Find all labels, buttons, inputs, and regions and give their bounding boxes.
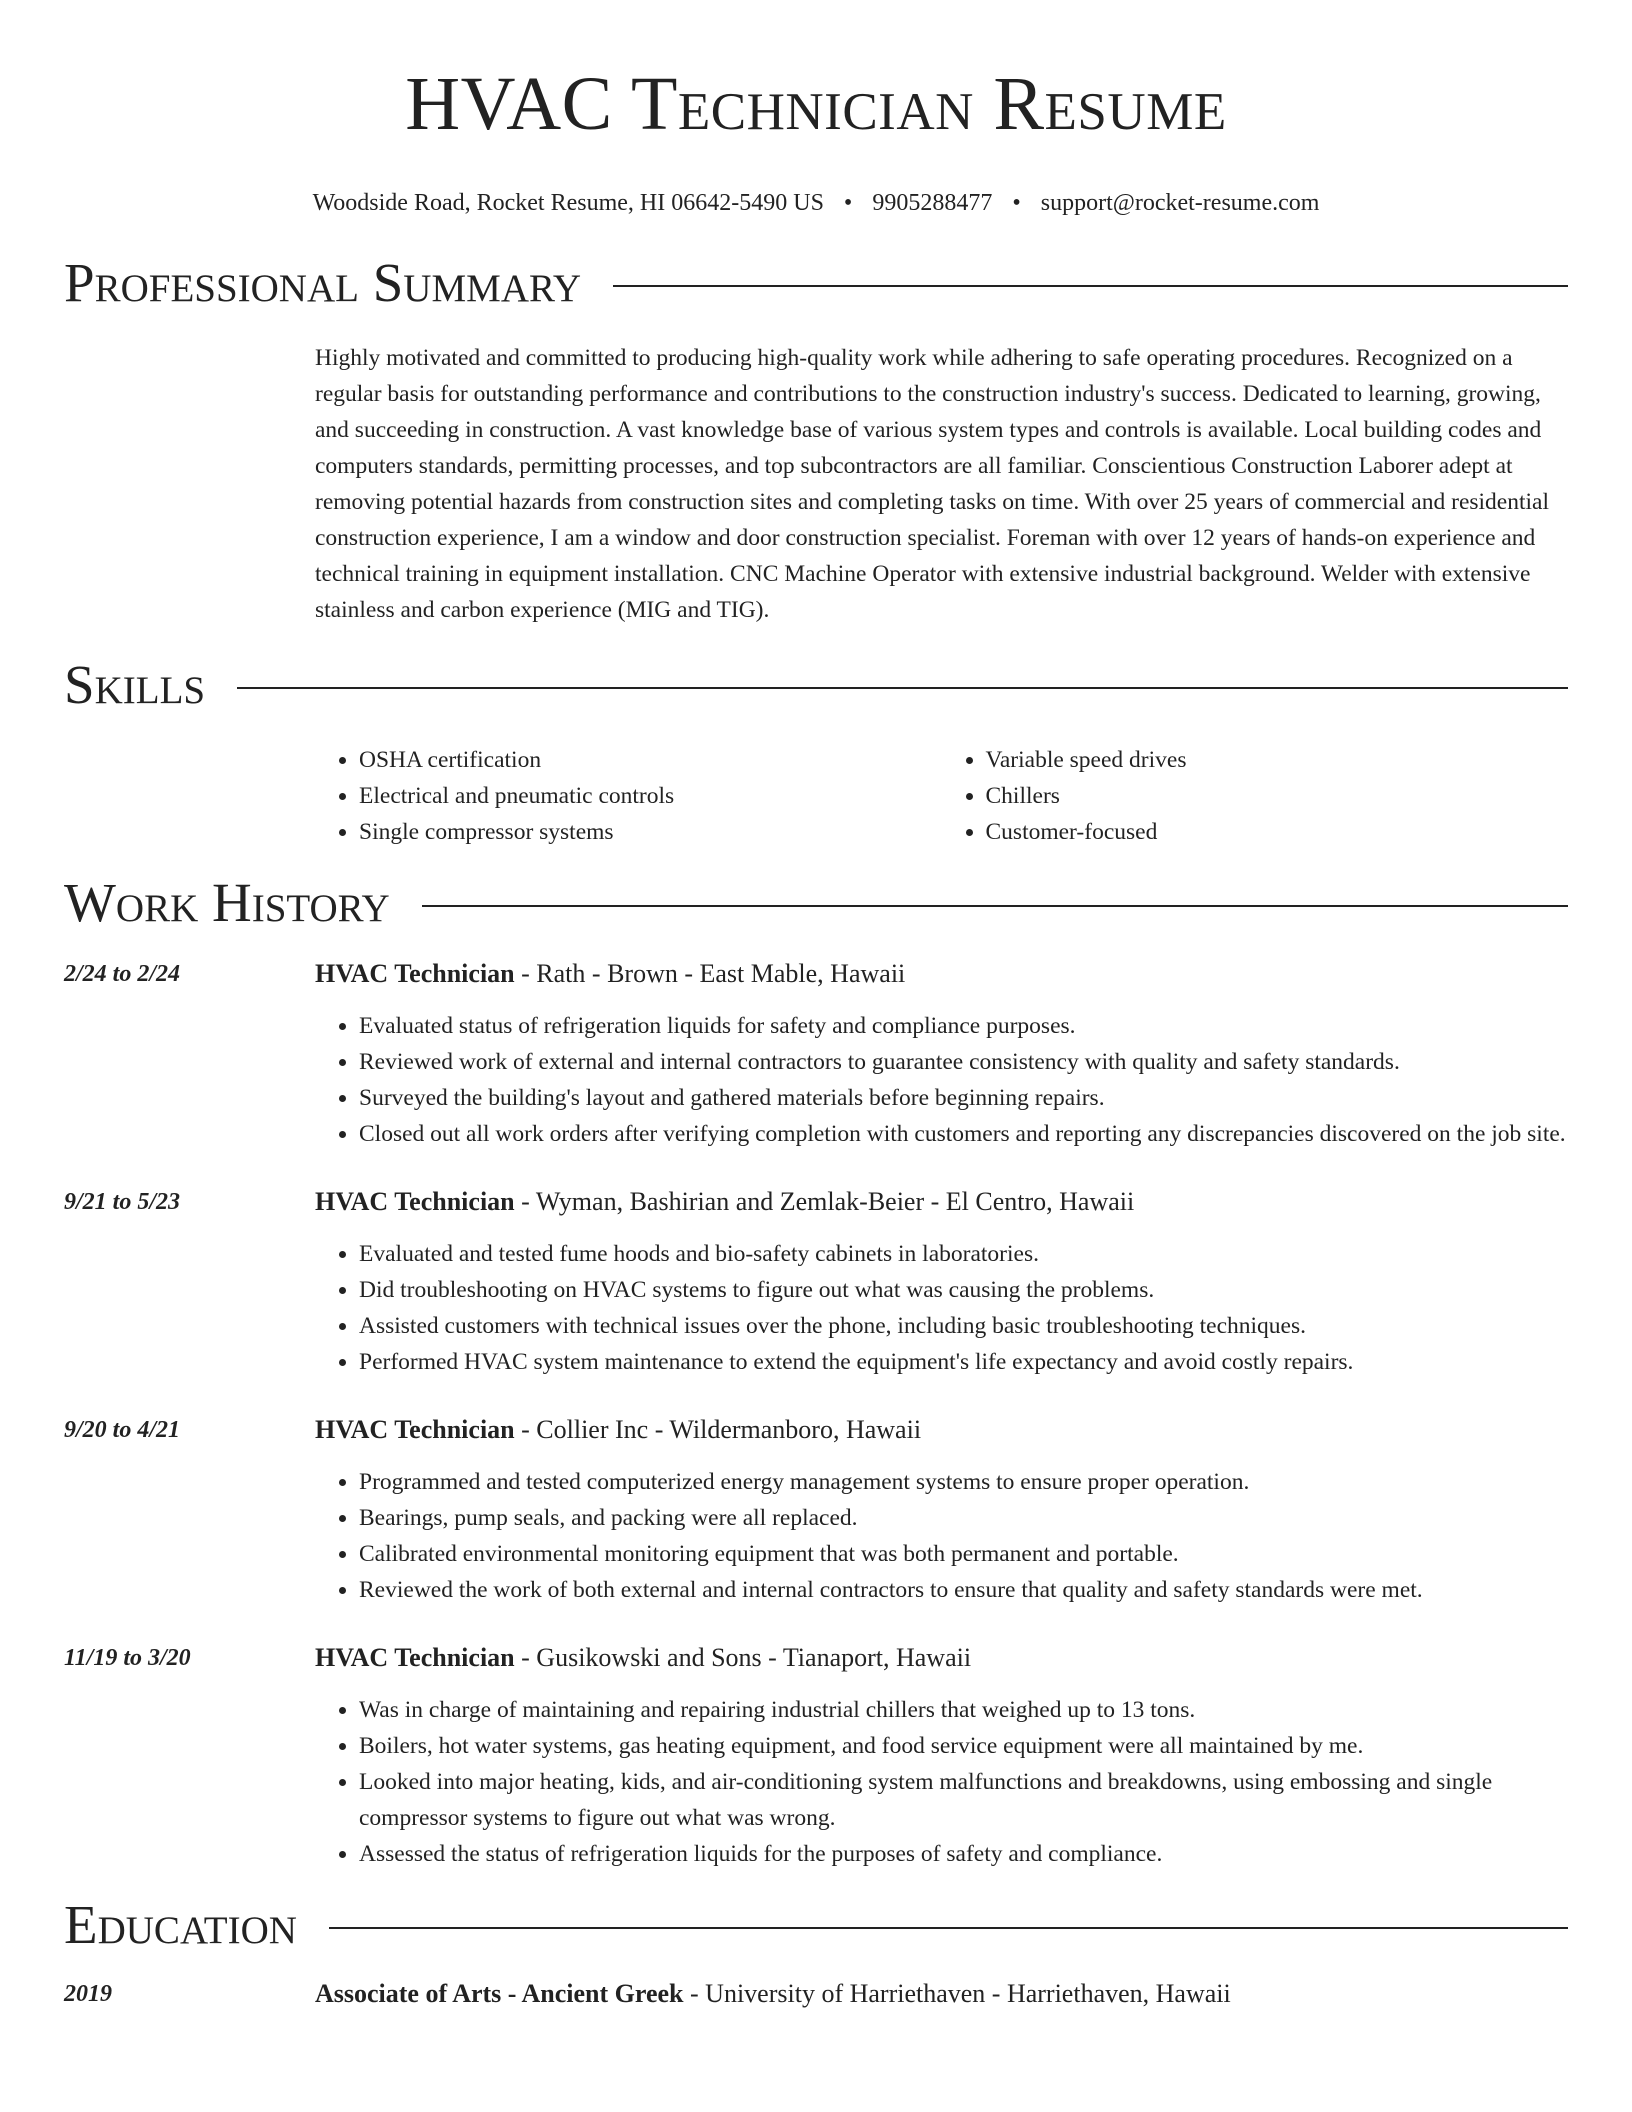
job-details: - Collier Inc - Wildermanboro, Hawaii (514, 1415, 922, 1444)
contact-email: support@rocket-resume.com (1040, 190, 1320, 216)
job-title: HVAC Technician (315, 1187, 515, 1216)
job-details: - Rath - Brown - East Mable, Hawaii (514, 959, 906, 988)
section-header-education (64, 1890, 1568, 1960)
job-bullets (315, 1008, 1568, 1152)
job-bullet: • Evaluated status of refrigeration liquids for safety and compliance purposes. (359, 1008, 1568, 1044)
education-date: 2019 (64, 1981, 112, 2007)
job-bullet: • Was in charge of maintaining and repairing industrial chillers that weighed up to 13 tons. (359, 1692, 1568, 1728)
job-bullet: • Surveyed the building's layout and gathered materials before beginning repairs. (359, 1080, 1568, 1116)
section-divider (613, 285, 1568, 287)
job-bullet: • Programmed and tested computerized energy management systems to ensure proper operation. (359, 1464, 1568, 1500)
page-title: HVAC Technician Resume (405, 62, 1227, 146)
job-entry (64, 1184, 1568, 1380)
job-bullets (315, 1236, 1568, 1380)
section-header-skills (64, 650, 1568, 720)
skill-item: • OSHA certification (359, 742, 942, 778)
section-title-summary: Professional Summary (64, 252, 582, 313)
education-details: - University of Harriethaven - Harriethaven, Hawaii (683, 1979, 1231, 2008)
summary-text: Highly motivated and committed to producing high-quality work while adhering to safe operating procedures. Recognized on a regular basis for outstanding performance and contributions to the construction industry's success. Dedicated to learning, growing, and succeeding in construction. A vast knowledge base of various system types and controls is available. Local building codes and computers standards, permitting processes, and top subcontractors are all familiar. Conscientious Construction Laborer adept at removing potential hazards from construction sites and completing tasks on time. With over 25 years of commercial and residential construction experience, I am a window and door construction specialist. Foreman with over 12 years of hands-on experience and technical training in equipment installation. CNC Machine Operator with extensive industrial background. Welder with extensive stainless and carbon experience (MIG and TIG). (315, 345, 1549, 623)
skill-item: • Single compressor systems (359, 814, 942, 850)
section-header-work (64, 868, 1568, 938)
skills-column-right (942, 742, 1569, 850)
job-entry (64, 1412, 1568, 1608)
section-title-work: Work History (64, 872, 390, 933)
job-date: 11/19 to 3/20 (64, 1645, 191, 1671)
job-bullet: • Looked into major heating, kids, and air-conditioning system malfunctions and breakdowns, using embossing and single compressor systems to figure out what was wrong. (359, 1764, 1568, 1836)
job-title: HVAC Technician (315, 1415, 515, 1444)
job-bullet: • Reviewed the work of both external and internal contractors to ensure that quality and safety standards were met. (359, 1572, 1568, 1608)
education-heading (315, 1976, 1568, 2012)
job-bullet: • Bearings, pump seals, and packing were all replaced. (359, 1500, 1568, 1536)
section-divider (329, 1927, 1568, 1929)
job-bullet: • Closed out all work orders after verifying completion with customers and reporting any discrepancies discovered on the job site. (359, 1116, 1568, 1152)
job-bullet: • Performed HVAC system maintenance to extend the equipment's life expectancy and avoid costly repairs. (359, 1344, 1568, 1380)
job-bullets (315, 1464, 1568, 1608)
section-title-education: Education (64, 1894, 297, 1955)
job-title: HVAC Technician (315, 959, 515, 988)
job-bullet: • Boilers, hot water systems, gas heating equipment, and food service equipment were all maintained by me. (359, 1728, 1568, 1764)
contact-separator: • (843, 190, 853, 216)
job-heading (315, 1412, 1568, 1448)
job-heading (315, 1640, 1568, 1676)
skill-item: • Customer-focused (986, 814, 1569, 850)
job-bullets (315, 1692, 1568, 1872)
job-date: 2/24 to 2/24 (64, 961, 181, 987)
skill-item: • Variable speed drives (986, 742, 1569, 778)
contact-separator: • (1012, 190, 1021, 216)
job-bullet: • Calibrated environmental monitoring equipment that was both permanent and portable. (359, 1536, 1568, 1572)
contact-address: Woodside Road, Rocket Resume, HI 06642-5490 US (312, 190, 824, 216)
job-bullet: • Did troubleshooting on HVAC systems to figure out what was causing the problems. (359, 1272, 1568, 1308)
job-bullet: • Reviewed work of external and internal contractors to guarantee consistency with quality and safety standards. (359, 1044, 1568, 1080)
job-date: 9/21 to 5/23 (64, 1189, 181, 1215)
job-date: 9/20 to 4/21 (64, 1417, 181, 1443)
job-bullet: • Assessed the status of refrigeration liquids for the purposes of safety and compliance. (359, 1836, 1568, 1872)
job-details: - Wyman, Bashirian and Zemlak-Beier - El Centro, Hawaii (514, 1187, 1135, 1216)
job-heading (315, 956, 1568, 992)
job-heading (315, 1184, 1568, 1220)
section-divider (237, 687, 1568, 689)
skills-column-left (315, 742, 942, 850)
job-title: HVAC Technician (315, 1643, 515, 1672)
job-details: - Gusikowski and Sons - Tianaport, Hawaii (514, 1643, 972, 1672)
contact-phone: 9905288477 (872, 190, 993, 216)
job-entry (64, 956, 1568, 1152)
contact-line (64, 188, 1568, 218)
section-header-summary (64, 248, 1568, 318)
education-degree: Associate of Arts - Ancient Greek (315, 1979, 684, 2008)
section-title-skills: Skills (64, 654, 206, 715)
skills-list (315, 742, 1568, 850)
skill-item: • Electrical and pneumatic controls (359, 778, 942, 814)
education-entry (64, 1976, 1568, 2012)
job-bullet: • Assisted customers with technical issues over the phone, including basic troubleshooting techniques. (359, 1308, 1568, 1344)
job-entry (64, 1640, 1568, 1872)
section-divider (422, 905, 1568, 907)
skill-item: • Chillers (986, 778, 1569, 814)
job-bullet: • Evaluated and tested fume hoods and bio-safety cabinets in laboratories. (359, 1236, 1568, 1272)
